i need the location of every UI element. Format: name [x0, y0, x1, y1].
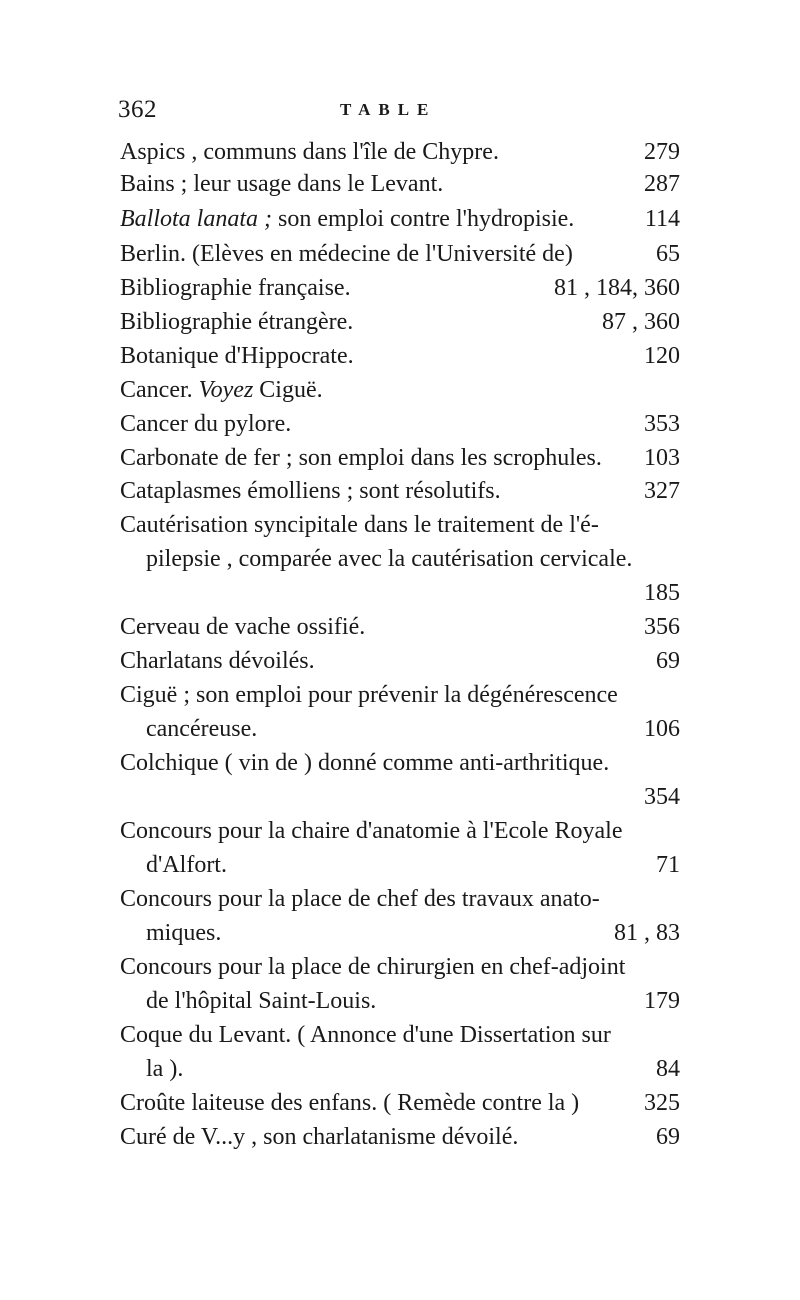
entry-text: Concours pour la chaire d'anatomie à l'Ecole Royale	[120, 818, 623, 844]
entry-text: Aspics , communs dans l'île de Chypre.	[120, 139, 499, 165]
page-number: 362	[118, 96, 157, 123]
entry-text: Concours pour la place de chef des travaux anato-	[120, 886, 600, 912]
entry-pages: 106	[644, 716, 680, 742]
entry-text: Concours pour la place de chirurgien en chef-adjoint	[120, 954, 626, 980]
entry-text: Cerveau de vache ossifié.	[120, 614, 366, 640]
entry-pages: 356	[644, 614, 680, 640]
entry-pages: 114	[644, 206, 680, 232]
entry-text: Berlin. (Elèves en médecine de l'Université de)	[120, 241, 573, 267]
entry-pages: 103	[644, 445, 680, 471]
entry-pages: 69	[656, 648, 680, 674]
entry-pages: 120	[644, 343, 680, 369]
entry-text: la ).	[146, 1056, 184, 1082]
entry-pages: 325	[644, 1090, 680, 1116]
entry-text: Colchique ( vin de ) donné comme anti-arthritique.	[120, 750, 610, 776]
entry-pages: 84	[656, 1056, 680, 1082]
entry-text: Ciguë ; son emploi pour prévenir la dégénérescence	[120, 682, 618, 708]
entry-text: Botanique d'Hippocrate.	[120, 343, 354, 369]
entry-text: Bibliographie étrangère.	[120, 309, 354, 335]
entry-text: Cancer. Voyez Ciguë.	[120, 377, 323, 403]
index-entry	[120, 1117, 680, 1157]
entry-pages: 65	[656, 241, 680, 267]
entry-text: Bains ; leur usage dans le Levant.	[120, 171, 444, 197]
index-entry	[120, 199, 680, 239]
entry-text: Croûte laiteuse des enfans. ( Remède contre la )	[120, 1090, 580, 1116]
entry-text: Cautérisation syncipitale dans le traitement de l'é-	[120, 512, 599, 538]
entry-text: pilepsie , comparée avec la cautérisation cervicale.	[146, 546, 633, 572]
index-entry	[120, 164, 680, 204]
entry-pages: 71	[656, 852, 680, 878]
entry-italic-term: Ballota lanata ;	[120, 206, 272, 232]
entry-pages: 69	[656, 1124, 680, 1150]
entry-text: Cancer du pylore.	[120, 411, 292, 437]
entry-pages: 81 , 83	[614, 920, 680, 946]
entry-text: de l'hôpital Saint-Louis.	[146, 988, 377, 1014]
page-header	[118, 92, 688, 128]
entry-pages: 327	[644, 478, 680, 504]
entry-text: Carbonate de fer ; son emploi dans les scrophules.	[120, 445, 602, 471]
entry-text: Charlatans dévoilés.	[120, 648, 315, 674]
entry-pages: 179	[644, 988, 680, 1014]
entry-italic-term: Voyez	[198, 377, 254, 403]
entry-text: Cataplasmes émolliens ; sont résolutifs.	[120, 478, 501, 504]
entry-text: cancéreuse.	[146, 716, 258, 742]
entry-pages: 353	[644, 411, 680, 437]
entry-text: Bibliographie française.	[120, 275, 351, 301]
entry-pages: 354	[644, 784, 680, 810]
entry-text: d'Alfort.	[146, 852, 227, 878]
entry-text: Curé de V...y , son charlatanisme dévoilé.	[120, 1124, 519, 1150]
entry-pages: 287	[644, 171, 680, 197]
entry-pages: 279	[644, 139, 680, 165]
entry-pages: 185	[644, 580, 680, 606]
entry-text: Coque du Levant. ( Annonce d'une Dissertation sur	[120, 1022, 611, 1048]
entry-pages: 87 , 360	[602, 309, 680, 335]
entry-text: miques.	[146, 920, 222, 946]
entry-pages: 81 , 184, 360	[554, 275, 680, 301]
running-title: TABLE	[340, 100, 437, 119]
entry-text: Ballota lanata ; son emploi contre l'hydropisie.	[120, 206, 575, 232]
